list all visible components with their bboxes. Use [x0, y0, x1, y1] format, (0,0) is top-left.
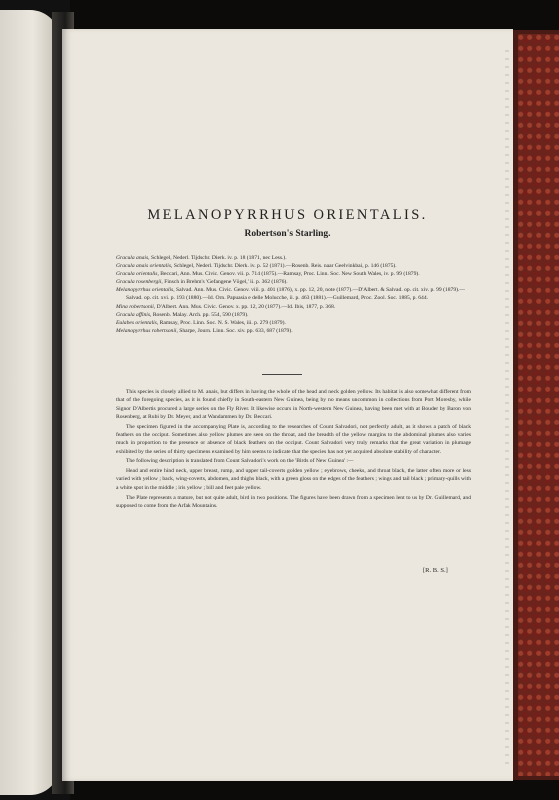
- synonym-entry: Gracula affinis, Rosenb. Malay. Arch. pp. 554, 590 (1879).: [116, 311, 249, 318]
- common-name: Robertson's Starling.: [244, 229, 331, 239]
- body-paragraph: The specimen figured in the accompanying Plate is, according to the researches of Count Salvadori, not perfectly adult, as it shows a patch of black feathers on the occiput. Sometimes also yellow plumes are seen on the throat, and the breadth of the yellow margins to the abdominal plumes also varies much in proportion to the presence or absence of black feathers on the occiput. Count Salvadori very truly remarks that the great variation in plumage exhibited by the series of thirty specimens examined by him seems to indicate that the species has not yet acquired absolute stability of character.: [116, 423, 471, 455]
- synonym-entry: Gracula anais orientalis, Schlegel, Nederl. Tijdschr. Dierk. iv. p. 52 (1871).—Rosenb. Reis. naar Geelvinkbai, p. 146 (1875).: [116, 263, 397, 270]
- section-divider: [262, 374, 302, 375]
- synonymy-list: [116, 254, 476, 335]
- synonym-entry: Gracula rosenbergii, Finsch in Brehm's 'Gefangene Vögel,' ii. p. 362 (1876).: [116, 279, 288, 286]
- synonym-entry: Melanopyrrhus robertsonii, Sharpe, Journ. Linn. Soc. xiv. pp. 633, 687 (1879).: [116, 327, 293, 334]
- body-paragraph: The Plate represents a mature, but not quite adult, bird in two positions. The figures have been drawn from a specimen lent to us by Dr. Guillemard, and supposed to come from the Arfak Mountains.: [116, 494, 471, 509]
- page-edge-marks: [505, 50, 509, 770]
- synonym-entry: Melanopyrrhus orientalis, Salvad. Ann. Mus. Civic. Genov. viii. p. 401 (1876), x. pp. 12, 20, note (1877).—D'Albert. & Salvad. op. cit. xiv. p. 99 (1879).—Salvad. op. cit. xvi. p. 193 (1880).—Id. Orn. Papuasia e delle Molucche, ii. p. 463 (1881).—Guillemard, Proc. Zool. Soc. 1885, p. 644.: [116, 287, 465, 302]
- facing-page-edge: [0, 10, 60, 795]
- synonym-entry: Gracula anais, Schlegel, Nederl. Tijdschr. Dierk. iv. p. 18 (1871, nec Less.).: [116, 255, 287, 261]
- synonym-entry: Mina robertsonii, D'Albert. Ann. Mus. Civic. Genov. x. pp. 12, 20 (1877).—Id. Ibis, 1877, p. 368.: [116, 303, 336, 310]
- body-paragraph: The following description is translated from Count Salvadori's work on the 'Birds of New Guinea' :—: [126, 458, 354, 465]
- author-initials: [R. B. S.]: [423, 567, 448, 574]
- description-body: [116, 388, 471, 512]
- synonym-entry: Eulabes orientalis, Ramsay, Proc. Linn. Soc. N. S. Wales, iii. p. 279 (1879).: [116, 319, 286, 326]
- body-paragraph: This species is closely allied to M. anais, but differs in having the whole of the head and neck golden yellow. Its habitat is also somewhat different from that of the foregoing species, as it is found chiefly in South-eastern New Guinea, being by no means uncommon in collections from Port Moresby, while Signor D'Albertis procured a large series on the Fly River. It likewise occurs in North-western New Guinea, having been met with at Bouder by Baron von Rosenberg, at Rubi by Dr. Meyer, and at Wandammen by Dr. Beccari.: [116, 389, 471, 420]
- synonym-entry: Gracula orientalis, Beccari, Ann. Mus. Civic. Genov. vii. p. 714 (1875).—Ramsay, Proc. Linn. Soc. New South Wales, iv. p. 99 (1879).: [116, 271, 420, 278]
- species-title: MELANOPYRRHUS ORIENTALIS.: [147, 207, 428, 223]
- marbled-cover-pattern: [518, 34, 559, 776]
- body-paragraph: Head and entire hind neck, upper breast, rump, and upper tail-coverts golden yellow ; eyebrows, cheeks, and throat black, the latter often more or less varied with yellow ; back, wing-coverts, abdomen, and thighs black, with a green gloss on the edges of the feathers ; wings and tail black ; primary-quills with a white spot in the middle ; iris yellow ; bill and feet pale yellow.: [116, 468, 471, 491]
